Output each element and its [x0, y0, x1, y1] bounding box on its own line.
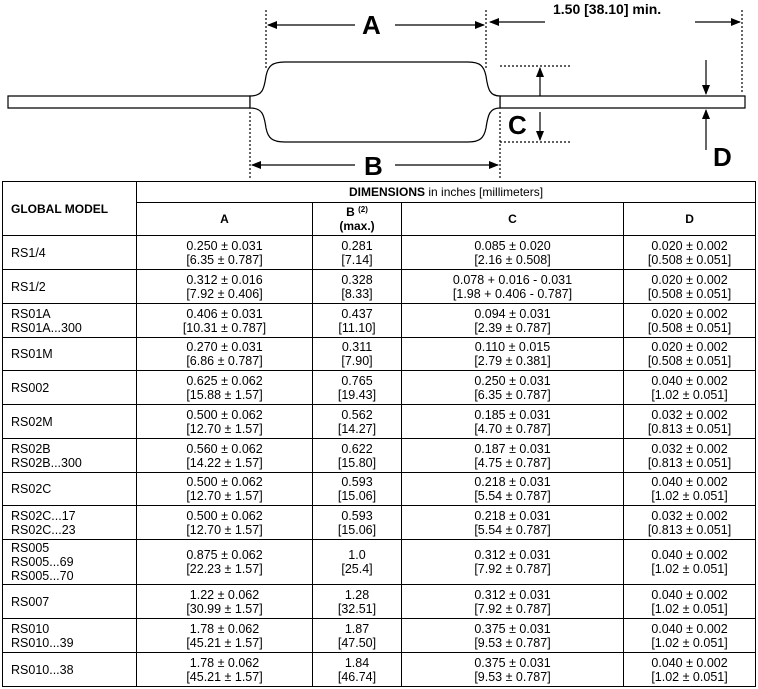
value-millimeters: [1.02 ± 0.051]: [651, 669, 728, 684]
value-inches: 0.187 ± 0.031: [474, 441, 551, 456]
dimension-b-cell: [313, 540, 402, 585]
model-cell: [3, 439, 137, 473]
dimension-c-cell: [402, 270, 624, 304]
value-millimeters: [7.14]: [341, 252, 373, 267]
model-name: RS005: [11, 541, 50, 555]
dimension-c-cell: [402, 473, 624, 506]
value-millimeters: [12.70 ± 1.57]: [186, 522, 263, 537]
model-cell: [3, 338, 137, 371]
model-cell: [3, 473, 137, 506]
model-name: RS02B...300: [11, 455, 82, 470]
value-millimeters: [15.06]: [337, 489, 377, 503]
dimension-b-cell: [313, 371, 402, 405]
value-millimeters: [45.21 ± 1.57]: [186, 669, 263, 684]
table-row: [3, 236, 756, 270]
value-millimeters: [1.02 ± 0.051]: [651, 387, 728, 402]
value-inches: 0.020 ± 0.002: [651, 238, 728, 253]
value-inches: 0.560 ± 0.062: [186, 441, 263, 456]
dimension-d-cell: [624, 619, 756, 653]
value-millimeters: [6.86 ± 0.787]: [186, 354, 263, 368]
dimension-a-cell: [137, 236, 313, 270]
value-inches: 0.078 + 0.016 - 0.031: [452, 272, 573, 287]
dimension-b-cell: [313, 506, 402, 540]
table-row: [3, 653, 756, 687]
model-name: RS01A: [11, 306, 51, 321]
value-inches: 0.312 ± 0.031: [474, 587, 551, 602]
dimension-c-cell: [402, 371, 624, 405]
model-name: RS002: [11, 380, 50, 395]
table-row: [3, 540, 756, 585]
value-millimeters: [15.88 ± 1.57]: [186, 387, 263, 402]
value-millimeters: [32.51]: [337, 601, 377, 616]
model-name: RS005...69: [11, 555, 74, 569]
value-millimeters: [15.80]: [337, 455, 377, 470]
value-millimeters: [8.33]: [341, 286, 373, 301]
col-b-label: B: [346, 205, 355, 219]
dimension-d-cell: [624, 585, 756, 619]
value-inches: 0.625 ± 0.062: [186, 373, 263, 388]
model-cell: [3, 270, 137, 304]
resistor-body: [250, 62, 500, 142]
dimension-d-cell: [624, 540, 756, 585]
value-inches: 0.094 ± 0.031: [474, 306, 551, 321]
value-inches: 0.312 ± 0.031: [474, 548, 551, 562]
model-cell: [3, 236, 137, 270]
value-millimeters: [14.22 ± 1.57]: [186, 455, 263, 470]
value-inches: 0.500 ± 0.062: [186, 508, 263, 523]
dimension-b-cell: [313, 653, 402, 687]
dimension-a-cell: [137, 439, 313, 473]
value-inches: 0.040 ± 0.002: [651, 373, 728, 388]
value-inches: 0.250 ± 0.031: [474, 373, 551, 388]
value-millimeters: [7.92 ± 0.406]: [186, 286, 263, 301]
value-inches: 0.406 ± 0.031: [186, 306, 263, 321]
dimension-b-cell: [313, 439, 402, 473]
value-millimeters: [5.54 ± 0.787]: [474, 522, 551, 537]
value-millimeters: [14.27]: [337, 421, 377, 436]
model-cell: [3, 540, 137, 585]
model-cell: [3, 653, 137, 687]
value-inches: 1.84: [344, 655, 370, 670]
dimension-d-cell: [624, 304, 756, 338]
value-inches: 1.78 ± 0.062: [189, 621, 260, 636]
value-millimeters: [1.02 ± 0.051]: [651, 601, 728, 616]
table-row: [3, 473, 756, 506]
dimension-b-cell: [313, 585, 402, 619]
value-millimeters: [1.02 ± 0.051]: [651, 489, 728, 503]
value-inches: 1.28: [344, 587, 370, 602]
dimension-a-cell: [137, 619, 313, 653]
dimension-b-cell: [313, 270, 402, 304]
value-inches: 0.185 ± 0.031: [474, 407, 551, 422]
model-name: RS02C...23: [11, 522, 76, 537]
model-name: RS010...38: [11, 662, 74, 677]
value-inches: 0.500 ± 0.062: [186, 475, 263, 489]
value-inches: 0.040 ± 0.002: [651, 655, 728, 670]
value-millimeters: [5.54 ± 0.787]: [474, 489, 551, 503]
label-lead-length: 1.50 [38.10] min.: [553, 1, 662, 17]
table-row: [3, 439, 756, 473]
value-millimeters: [47.50]: [337, 635, 377, 650]
value-millimeters: [4.70 ± 0.787]: [474, 421, 551, 436]
dimension-c-cell: [402, 439, 624, 473]
dimension-b-cell: [313, 236, 402, 270]
col-d-header: D: [624, 203, 756, 236]
model-cell: [3, 371, 137, 405]
dimension-c-cell: [402, 338, 624, 371]
dimension-a-cell: [137, 405, 313, 439]
value-inches: 0.218 ± 0.031: [474, 475, 551, 489]
dimension-c-cell: [402, 540, 624, 585]
model-name: RS02C...17: [11, 508, 76, 523]
value-inches: 0.040 ± 0.002: [651, 475, 728, 489]
value-inches: 0.500 ± 0.062: [186, 407, 263, 422]
value-millimeters: [6.35 ± 0.787]: [186, 252, 263, 267]
model-cell: [3, 304, 137, 338]
value-inches: 0.040 ± 0.002: [651, 621, 728, 636]
model-name: RS005...70: [11, 569, 74, 583]
value-inches: 0.375 ± 0.031: [474, 621, 551, 636]
value-inches: 0.875 ± 0.062: [186, 548, 263, 562]
value-millimeters: [15.06]: [337, 522, 377, 537]
table-row: [3, 371, 756, 405]
model-cell: [3, 506, 137, 540]
value-inches: 0.311: [341, 340, 373, 354]
table-row: [3, 304, 756, 338]
value-millimeters: [11.10]: [338, 320, 376, 335]
model-cell: [3, 619, 137, 653]
dimensions-header-bold: DIMENSIONS: [349, 185, 426, 199]
right-lead: [500, 96, 745, 108]
dimension-c-cell: [402, 585, 624, 619]
col-b-header: [313, 203, 402, 236]
dimension-a-cell: [137, 371, 313, 405]
dimension-a-cell: [137, 585, 313, 619]
value-inches: 0.562: [341, 407, 373, 422]
value-millimeters: [6.35 ± 0.787]: [474, 387, 551, 402]
label-b: B: [364, 151, 383, 181]
label-c: C: [508, 110, 527, 140]
dimension-b-cell: [313, 338, 402, 371]
model-name: RS02C: [11, 482, 52, 496]
model-name: RS1/2: [11, 279, 46, 294]
model-cell: [3, 405, 137, 439]
model-name: RS010: [11, 621, 50, 636]
table-row: [3, 405, 756, 439]
value-inches: 0.593: [341, 508, 373, 523]
table-row: [3, 506, 756, 540]
label-d: D: [713, 142, 732, 172]
col-a-header: A: [137, 203, 313, 236]
dimension-d-cell: [624, 473, 756, 506]
value-millimeters: [2.39 ± 0.787]: [474, 320, 551, 335]
value-inches: 1.87: [344, 621, 370, 636]
dimension-b-cell: [313, 405, 402, 439]
value-inches: 0.085 ± 0.020: [474, 238, 551, 253]
value-millimeters: [4.75 ± 0.787]: [474, 455, 551, 470]
value-inches: 0.270 ± 0.031: [186, 340, 263, 354]
left-lead: [8, 96, 250, 108]
dimension-d-cell: [624, 405, 756, 439]
value-inches: 0.312 ± 0.016: [186, 272, 263, 287]
value-millimeters: [22.23 ± 1.57]: [186, 562, 263, 576]
value-millimeters: [1.98 + 0.406 - 0.787]: [452, 286, 573, 301]
model-name: RS01M: [11, 347, 53, 361]
dimensions-header: [137, 182, 756, 203]
dimension-d-cell: [624, 270, 756, 304]
model-name: RS010...39: [11, 635, 74, 650]
table-row: [3, 585, 756, 619]
value-inches: 0.020 ± 0.002: [651, 272, 728, 287]
model-name: RS02M: [11, 414, 53, 429]
resistor-dimension-drawing: [0, 0, 758, 182]
value-inches: 0.593: [341, 475, 373, 489]
value-millimeters: [0.508 ± 0.051]: [647, 354, 732, 368]
value-millimeters: [0.813 ± 0.051]: [647, 421, 732, 436]
dimension-a-cell: [137, 653, 313, 687]
value-millimeters: [0.508 ± 0.051]: [647, 320, 732, 335]
value-inches: 0.020 ± 0.002: [651, 340, 728, 354]
value-millimeters: [2.79 ± 0.381]: [474, 354, 551, 368]
col-c-header: C: [402, 203, 624, 236]
value-millimeters: [1.02 ± 0.051]: [651, 635, 728, 650]
dimension-a-cell: [137, 304, 313, 338]
value-millimeters: [7.92 ± 0.787]: [474, 601, 551, 616]
value-inches: 0.032 ± 0.002: [651, 441, 728, 456]
dimension-c-cell: [402, 619, 624, 653]
dimension-b-cell: [313, 619, 402, 653]
dimension-c-cell: [402, 506, 624, 540]
dimension-a-cell: [137, 338, 313, 371]
value-inches: 1.0: [348, 548, 366, 562]
model-name: RS02B: [11, 441, 51, 456]
value-millimeters: [7.90]: [341, 354, 373, 368]
value-millimeters: [12.70 ± 1.57]: [186, 421, 263, 436]
value-millimeters: [2.16 ± 0.508]: [474, 252, 551, 267]
value-millimeters: [12.70 ± 1.57]: [186, 489, 263, 503]
value-millimeters: [10.31 ± 0.787]: [182, 320, 267, 335]
value-millimeters: [9.53 ± 0.787]: [474, 635, 551, 650]
model-name: RS01A...300: [11, 320, 82, 335]
value-millimeters: [0.813 ± 0.051]: [647, 522, 732, 537]
value-inches: 0.040 ± 0.002: [651, 548, 728, 562]
dimensions-table-body: [3, 236, 756, 687]
dimension-d-cell: [624, 653, 756, 687]
value-inches: 0.020 ± 0.002: [651, 306, 728, 321]
table-row: [3, 270, 756, 304]
value-inches: 0.281: [341, 238, 373, 253]
model-cell: [3, 585, 137, 619]
dimension-c-cell: [402, 653, 624, 687]
value-millimeters: [0.813 ± 0.051]: [647, 455, 732, 470]
value-inches: 0.622: [341, 441, 373, 456]
dimension-b-cell: [313, 304, 402, 338]
value-millimeters: [30.99 ± 1.57]: [186, 601, 263, 616]
table-row: [3, 338, 756, 371]
global-model-header: GLOBAL MODEL: [3, 182, 137, 236]
dimension-a-cell: [137, 506, 313, 540]
value-millimeters: [7.92 ± 0.787]: [474, 562, 551, 576]
value-millimeters: [1.02 ± 0.051]: [651, 562, 728, 576]
value-inches: 0.250 ± 0.031: [186, 238, 263, 253]
value-inches: 0.328: [341, 272, 373, 287]
value-inches: 0.032 ± 0.002: [651, 407, 728, 422]
dimension-a-cell: [137, 540, 313, 585]
col-b-footnote: (2): [358, 205, 368, 214]
value-inches: 1.22 ± 0.062: [189, 587, 260, 602]
dimension-d-cell: [624, 506, 756, 540]
dimension-d-cell: [624, 236, 756, 270]
dimension-a-cell: [137, 473, 313, 506]
model-name: RS007: [11, 594, 50, 609]
value-inches: 0.437: [341, 306, 373, 321]
dimension-d-cell: [624, 338, 756, 371]
dimension-b-cell: [313, 473, 402, 506]
col-b-max-note: (max.): [339, 219, 375, 233]
value-millimeters: [25.4]: [341, 562, 373, 576]
value-inches: 0.375 ± 0.031: [474, 655, 551, 670]
value-inches: 0.032 ± 0.002: [651, 508, 728, 523]
dimension-c-cell: [402, 304, 624, 338]
value-millimeters: [45.21 ± 1.57]: [186, 635, 263, 650]
value-inches: 0.765: [341, 373, 373, 388]
label-a: A: [362, 10, 381, 40]
dimension-a-cell: [137, 270, 313, 304]
model-name: RS1/4: [11, 245, 46, 260]
dimension-d-cell: [624, 439, 756, 473]
dimensions-table: [2, 181, 756, 687]
value-millimeters: [9.53 ± 0.787]: [474, 669, 551, 684]
value-millimeters: [46.74]: [337, 669, 377, 684]
dimensions-header-units: in inches [millimeters]: [425, 185, 544, 199]
value-millimeters: [19.43]: [337, 387, 377, 402]
table-row: [3, 619, 756, 653]
value-inches: 0.040 ± 0.002: [651, 587, 728, 602]
value-millimeters: [0.508 ± 0.051]: [647, 252, 732, 267]
dimension-c-cell: [402, 405, 624, 439]
value-millimeters: [0.508 ± 0.051]: [647, 286, 732, 301]
value-inches: 0.218 ± 0.031: [474, 508, 551, 523]
value-inches: 0.110 ± 0.015: [474, 340, 551, 354]
dimension-c-cell: [402, 236, 624, 270]
dimension-d-cell: [624, 371, 756, 405]
value-inches: 1.78 ± 0.062: [189, 655, 260, 670]
